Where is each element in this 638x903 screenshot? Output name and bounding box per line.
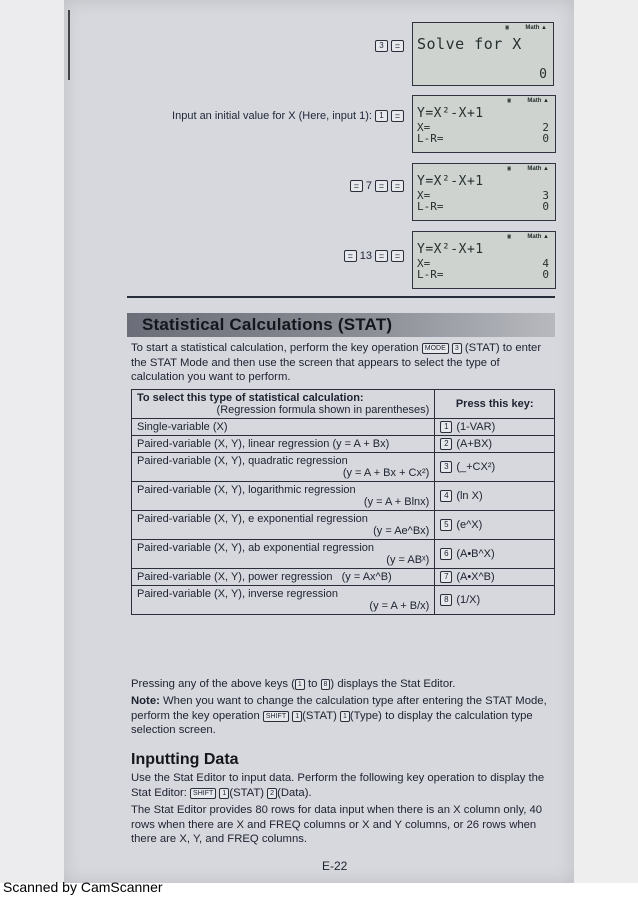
- lcd-screen-4: [412, 231, 556, 289]
- key-function: (_+CX²): [456, 461, 496, 473]
- key-function: (ln X): [456, 490, 483, 502]
- lcd-line-1: Y=X²-X+1: [417, 106, 484, 121]
- inputting-paragraph-2: The Stat Editor provides 80 rows for data input when there is an X column only, 40 rows when there are X and FREQ columns or X and Y columns, or 26 rows when there are X, Y, and FREQ columns.: [131, 804, 543, 845]
- row-formula: (y = A + Bx): [332, 438, 390, 450]
- note-text-1: When you want to change the calculation type after entering the STAT Mode, perform the key operation: [131, 695, 547, 722]
- table-row: [132, 419, 555, 436]
- adjacent-page-edge: [68, 10, 70, 80]
- lcd-line-2: X=: [417, 257, 431, 270]
- table-row: [132, 436, 555, 453]
- lcd-fix-indicator: ▣: [507, 97, 511, 104]
- section-title: Statistical Calculations (STAT): [142, 315, 393, 334]
- step-2-keys: [127, 110, 404, 122]
- header-left-line-2: (Regression formula shown in parentheses): [216, 404, 430, 416]
- pressing-text-2: ) displays the Stat Editor.: [330, 678, 456, 690]
- lcd-x-value: 3: [542, 189, 549, 202]
- lcd-indicator: Math ▲: [527, 98, 549, 104]
- row-label: [132, 569, 435, 586]
- key-2: 2: [267, 788, 277, 799]
- lcd-line-1: Y=X²-X+1: [417, 174, 484, 189]
- row-key: [435, 569, 555, 586]
- scanner-watermark: Scanned by CamScanner: [3, 879, 163, 895]
- lcd-indicator: Math ▲: [525, 25, 547, 31]
- row-formula: (y = Ax^B): [341, 571, 392, 583]
- intro-text-2: (STAT) to enter the STAT Mode and then use the screen that appears to select the type of calculation you want to perform.: [131, 342, 542, 383]
- inputting-paragraph-1: [131, 771, 555, 800]
- table-row: [132, 482, 555, 511]
- step-1-keys: [360, 40, 404, 52]
- row-label: [132, 540, 435, 569]
- table-row: [132, 453, 555, 482]
- lcd-line-1: Y=X²-X+1: [417, 242, 484, 257]
- lcd-lr-value: 0: [542, 200, 549, 213]
- row-key: [435, 540, 555, 569]
- row-label-text: Paired-variable (X, Y), inverse regression: [137, 588, 338, 600]
- row-label-text: Paired-variable (X, Y), logarithmic regression: [137, 484, 356, 496]
- lcd-lr-value: 0: [542, 132, 549, 145]
- key-8: 8: [440, 594, 452, 606]
- note-label: Note:: [131, 695, 160, 707]
- inputting-data: (Data).: [277, 786, 312, 799]
- lcd-screen-2: [412, 95, 556, 153]
- intro-text-1: To start a statistical calculation, perform the key operation: [131, 342, 419, 354]
- key-3: 3: [440, 461, 452, 473]
- row-key: [435, 482, 555, 511]
- lcd-x-value: 2: [542, 121, 549, 134]
- right-margin: [574, 0, 638, 883]
- key-8: 8: [321, 679, 331, 690]
- lcd-fix-indicator: ▣: [507, 233, 511, 240]
- section-intro: [131, 341, 555, 385]
- key-function: (e^X): [456, 519, 483, 531]
- key-6: 6: [440, 548, 452, 560]
- lcd-fix-indicator: ▣: [505, 24, 509, 31]
- table-row: [132, 540, 555, 569]
- key-digit: 13: [359, 250, 372, 262]
- row-key: [435, 453, 555, 482]
- row-label: Single-variable (X): [132, 419, 435, 436]
- row-formula: (y = A + Bx + Cx²): [342, 467, 430, 479]
- step-4-keys: [300, 250, 404, 262]
- row-label: [132, 511, 435, 540]
- key-equals: [391, 180, 404, 192]
- header-left-line-1: To select this type of statistical calculation:: [137, 392, 364, 404]
- row-label: [132, 482, 435, 511]
- key-function: (A+BX): [456, 438, 493, 450]
- inputting-data-heading: Inputting Data: [131, 751, 239, 768]
- key-shift: SHIFT: [263, 711, 289, 722]
- step-3-keys: [300, 180, 404, 192]
- lcd-line-2: X=: [417, 189, 431, 202]
- lcd-line-3: L-R=: [417, 200, 444, 213]
- row-label-text: Paired-variable (X, Y), quadratic regression: [137, 455, 348, 467]
- key-mode: MODE: [422, 343, 449, 354]
- row-formula: (y = ABˣ): [386, 554, 430, 566]
- row-label: [132, 586, 435, 615]
- row-label-text: Paired-variable (X, Y), e exponential regression: [137, 513, 368, 525]
- key-1: 1: [219, 788, 229, 799]
- lcd-indicator: Math ▲: [527, 234, 549, 240]
- row-formula: (y = A + B/x): [369, 600, 430, 612]
- key-3: 3: [375, 40, 388, 52]
- lcd-line-3: L-R=: [417, 132, 444, 145]
- key-shift: SHIFT: [190, 788, 216, 799]
- key-1: 1: [440, 421, 452, 433]
- row-formula: (y = A + Blnx): [363, 496, 430, 508]
- key-equals: [375, 180, 388, 192]
- step-2-text: Input an initial value for X (Here, input 1):: [172, 110, 372, 122]
- key-equals: [391, 110, 404, 122]
- left-margin: [0, 0, 64, 883]
- table-row: [132, 586, 555, 615]
- note-paragraph: [131, 694, 555, 738]
- lcd-lr-value: 0: [542, 268, 549, 281]
- lcd-result: 0: [539, 67, 547, 82]
- table-row: [132, 511, 555, 540]
- key-function: (1-VAR): [456, 421, 496, 433]
- key-3: 3: [452, 343, 462, 354]
- lcd-screen-3: [412, 163, 556, 221]
- key-4: 4: [440, 490, 452, 502]
- row-label: [132, 436, 435, 453]
- lcd-fix-indicator: ▣: [507, 165, 511, 172]
- key-1: 1: [340, 711, 350, 722]
- pressing-paragraph: [131, 677, 555, 692]
- lcd-line-1: Solve for X: [417, 35, 522, 53]
- key-7: 7: [440, 571, 452, 583]
- key-1: 1: [375, 110, 388, 122]
- table-header-row: [132, 390, 555, 419]
- note-text-2: (Type) to display the calculation type selection screen.: [131, 709, 533, 736]
- key-function: (1/X): [456, 594, 481, 606]
- key-equals: [350, 180, 363, 192]
- row-key: [435, 511, 555, 540]
- table-header-left: [132, 390, 435, 419]
- key-function: (A•X^B): [456, 571, 495, 583]
- lcd-line-3: L-R=: [417, 268, 444, 281]
- key-5: 5: [440, 519, 452, 531]
- section-divider: [127, 296, 555, 298]
- lcd-indicator: Math ▲: [527, 166, 549, 172]
- key-equals: [375, 250, 388, 262]
- key-equals: [344, 250, 357, 262]
- lcd-line-2: X=: [417, 121, 431, 134]
- row-key: [435, 419, 555, 436]
- lcd-x-value: 4: [542, 257, 549, 270]
- row-label-text: Paired-variable (X, Y), linear regression: [137, 438, 330, 450]
- pressing-to: to: [307, 678, 318, 690]
- note-stat: (STAT): [302, 709, 337, 722]
- row-label-text: Paired-variable (X, Y), power regression: [137, 571, 333, 583]
- key-equals: [391, 40, 404, 52]
- inputting-text-1: Use the Stat Editor to input data. Perform the following key operation to display the Stat Editor:: [131, 772, 545, 799]
- table-header-right: Press this key:: [435, 390, 555, 419]
- key-function: (A•B^X): [456, 548, 495, 560]
- page-number: E-22: [322, 859, 348, 873]
- row-key: [435, 436, 555, 453]
- row-formula: (y = Ae^Bx): [373, 525, 430, 537]
- row-label: [132, 453, 435, 482]
- key-1: 1: [292, 711, 302, 722]
- key-1: 1: [295, 679, 305, 690]
- inputting-stat: (STAT): [229, 786, 265, 799]
- key-2: 2: [440, 438, 452, 450]
- key-digit: 7: [365, 180, 372, 192]
- row-label-text: Paired-variable (X, Y), ab exponential regression: [137, 542, 375, 554]
- lcd-screen-1: [412, 22, 554, 86]
- row-key: [435, 586, 555, 615]
- pressing-text-1: Pressing any of the above keys (: [131, 678, 295, 690]
- stat-type-table: [131, 389, 555, 615]
- key-equals: [391, 250, 404, 262]
- table-row: [132, 569, 555, 586]
